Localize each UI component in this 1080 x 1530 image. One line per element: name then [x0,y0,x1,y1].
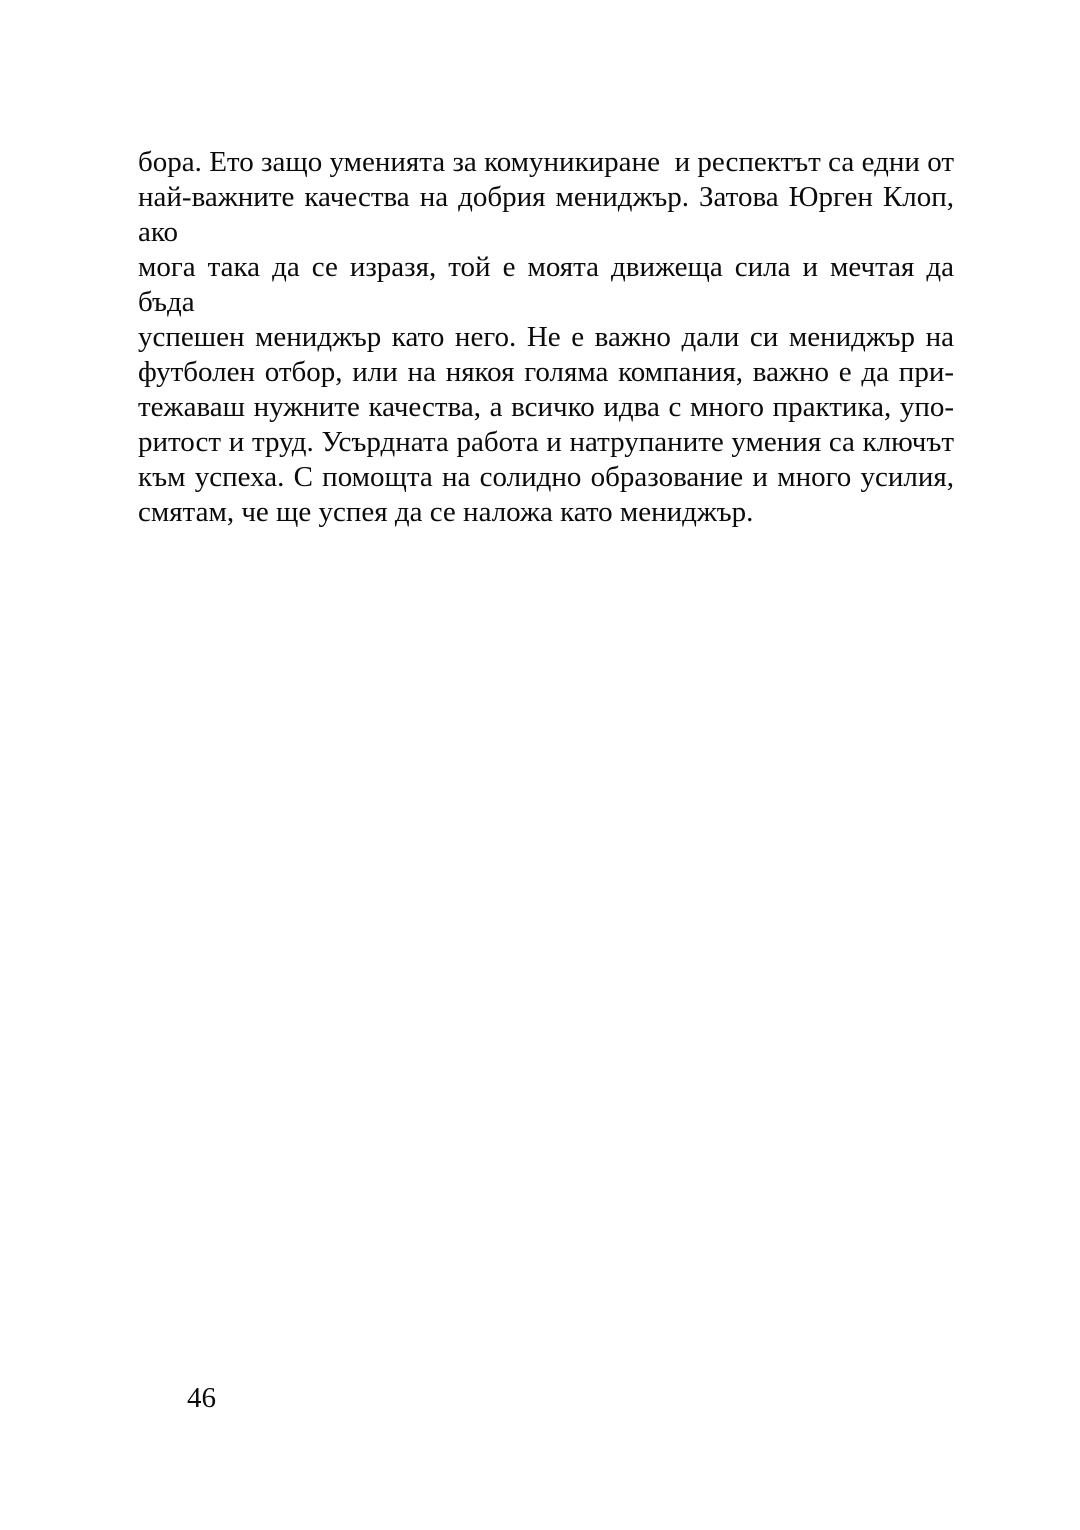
text-line: футболен отбор, или на някоя голяма компания, важно е да при- [138,356,954,388]
text-line: най-важните качества на добрия мениджър. Затова Юрген Клоп, ако [138,181,954,248]
text-line: успешен мениджър като него. Не е важно дали си мениджър на [138,321,954,353]
text-line: смятам, че ще успея да се наложа като мениджър. [138,496,754,528]
page-number: 46 [187,1382,216,1414]
text-line: бора. Ето защо уменията за комуникиране и респектът са едни от [138,146,954,178]
paragraph [138,145,954,530]
text-line: към успеха. С помощта на солидно образование и много усилия, [138,461,954,493]
text-line: мога така да се изразя, той е моята движеща сила и мечтая да бъда [138,251,954,318]
text-line: тежаваш нужните качества, а всичко идва с много практика, упо- [138,391,954,423]
text-line: ритост и труд. Усърдната работа и натрупаните умения са ключът [138,426,954,458]
